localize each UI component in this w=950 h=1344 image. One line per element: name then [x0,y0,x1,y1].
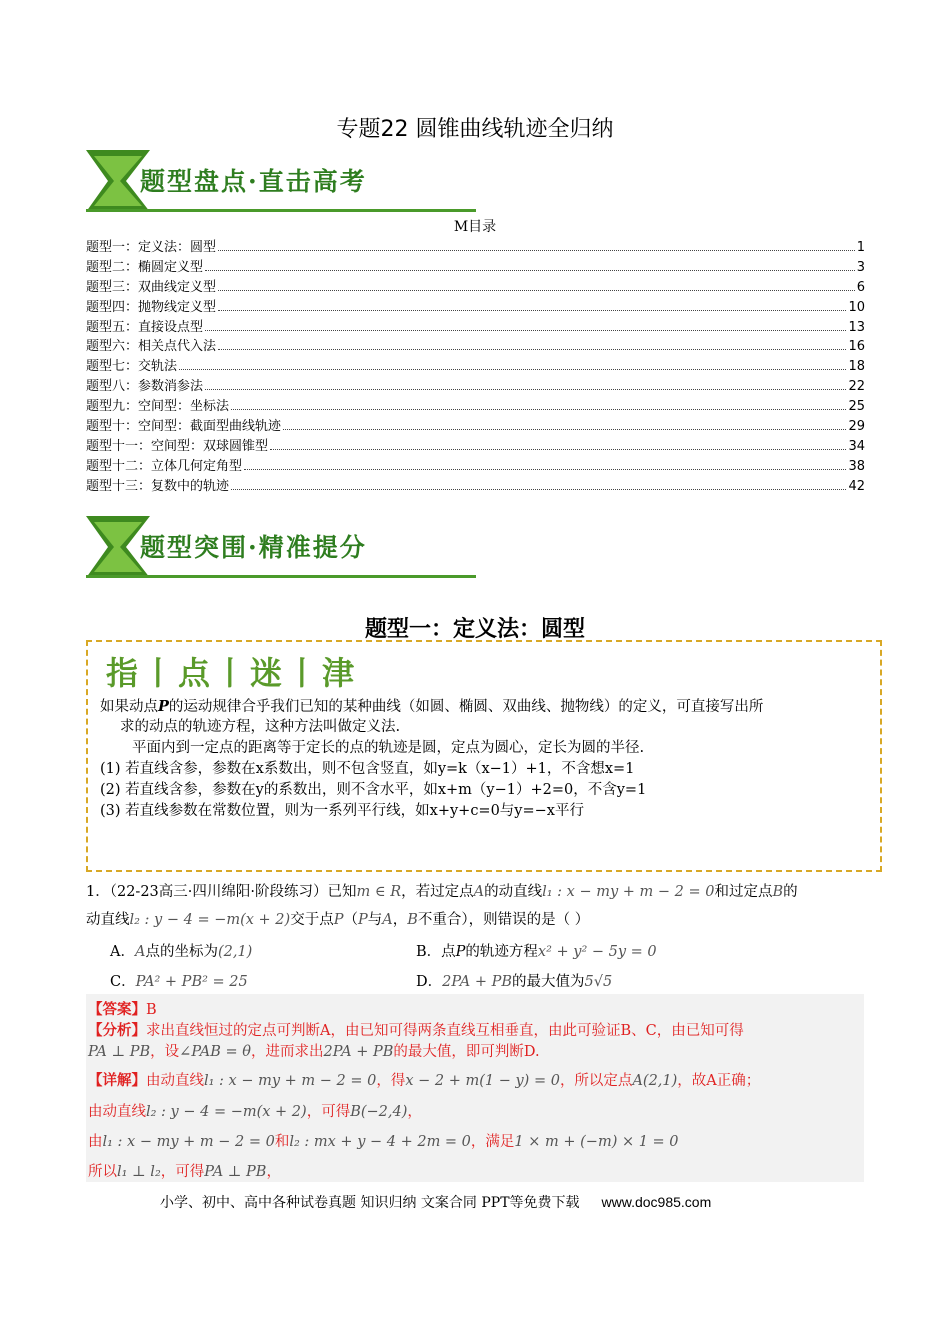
toc-entry-label: 题型五：直接设点型 [86,319,204,335]
option-d: D．2PA + PB的最大值为5√5 [416,974,613,990]
solution-line-3: 由l₁ : x − my + m − 2 = 0和l₂ : mx + y − 4 + 2m = 0，满足1 × m + (−m) × 1 = 0 [88,1134,679,1150]
toc-entry-page: 10 [848,299,865,315]
toc-entry-label: 题型三：双曲线定义型 [86,279,217,295]
toc-entry-page: 6 [856,279,865,295]
toc-entry-page: 3 [856,259,865,275]
banner-title: 题型突围·精准提分 [140,533,367,562]
tip-paragraph-3: 平面内到一定点的距离等于定长的点的轨迹是圆，定点为圆心，定长为圆的半径. [132,740,645,756]
page-footer [160,1192,711,1212]
toc-leader-dots [231,489,846,490]
toc-entry-page: 1 [856,240,865,255]
toc-entry-label: 题型十三：复数中的轨迹 [86,478,230,494]
analysis-line-2: PA ⊥ PB，设∠PAB = θ，进而求出2PA + PB的最大值，即可判断D. [88,1044,540,1060]
footer-text: 小学、初中、高中各种试卷真题 知识归纳 文案合同 PPT等免费下载 [160,1195,580,1211]
toc-heading: M目录 [453,219,497,235]
toc-entry-page: 38 [848,458,865,474]
toc-entry-label: 题型二：椭圆定义型 [86,259,204,275]
answer-line: 【答案】B [88,1001,157,1018]
table-of-contents [86,236,865,495]
toc-entry-page: 34 [848,438,865,454]
toc-entry[interactable] [86,236,865,256]
toc-leader-dots [205,270,855,271]
toc-entry-page: 25 [848,399,865,415]
toc-entry[interactable] [86,355,865,375]
toc-leader-dots [244,469,846,470]
toc-entry[interactable] [86,276,865,296]
toc-entry-label: 题型四：抛物线定义型 [86,299,217,315]
footer-url[interactable]: www.doc985.com [601,1194,712,1210]
question-stem-line-1: 1．（22-23高三·四川绵阳·阶段练习）已知m ∈ R，若过定点A的动直线l₁ : x − my + m − 2 = 0和过定点B的 [86,884,798,900]
tip-paragraph-2: 求的动点的轨迹方程，这种方法叫做定义法. [120,719,401,735]
toc-entry-page: 16 [848,339,865,355]
toc-leader-dots [270,449,846,450]
toc-entry-page: 22 [848,379,865,395]
banner-type-overview [86,150,476,216]
tip-title: 指丨点丨迷丨津 [106,654,359,692]
toc-entry[interactable] [86,316,865,336]
option-a: A．A点的坐标为(2,1) [110,944,253,960]
toc-entry-label: 题型十一：空间型：双球圆锥型 [86,438,269,454]
toc-entry[interactable] [86,455,865,475]
question-stem-line-2: 动直线l₂ : y − 4 = −m(x + 2)交于点P（P与A，B不重合），则错误的是（ ） [86,912,590,928]
toc-entry[interactable] [86,256,865,276]
banner-title: 题型盘点·直击高考 [140,167,367,196]
solution-line-2: 由动直线l₂ : y − 4 = −m(x + 2)，可得B(−2,4)， [88,1104,422,1120]
section-title: 题型一：定义法：圆型 [364,617,585,642]
toc-entry[interactable] [86,335,865,355]
toc-entry[interactable] [86,296,865,316]
solution-line-1: 【详解】由动直线l₁ : x − my + m − 2 = 0，得x − 2 + m(1 − y) = 0，所以定点A(2,1)，故A正确； [88,1072,761,1089]
toc-entry[interactable] [86,395,865,415]
toc-leader-dots [231,409,846,410]
toc-entry-label: 题型八：参数消参法 [86,379,204,395]
toc-leader-dots [218,310,846,311]
toc-leader-dots [205,330,846,331]
solution-line-4: 所以l₁ ⊥ l₂，可得PA ⊥ PB， [88,1164,281,1180]
toc-entry-label: 题型九：空间型：坐标法 [86,399,230,415]
tip-rule-1: (1) 若直线含参，参数在x系数出，则不包含竖直，如y=k（x−1）+1，不含想x=1 [100,761,635,777]
toc-entry-page: 42 [848,478,865,494]
tip-box [86,640,882,872]
tip-paragraph-1: 如果动点P的运动规律合乎我们已知的某种曲线（如圆、椭圆、双曲线、抛物线）的定义，可直接写出所 [100,698,764,715]
toc-entry[interactable] [86,415,865,435]
toc-entry[interactable] [86,375,865,395]
tip-rule-2: (2) 若直线含参，参数在y的系数出，则不含水平，如x+m（y−1）+2=0，不含y=1 [100,782,647,798]
toc-leader-dots [218,290,855,291]
toc-entry-label: 题型十：空间型：截面型曲线轨迹 [86,419,282,435]
toc-entry-label: 题型六：相关点代入法 [86,339,217,355]
toc-entry-page: 29 [848,419,865,435]
toc-leader-dots [283,429,846,430]
toc-entry-page: 18 [848,359,865,375]
banner-underline [86,209,476,212]
tip-rule-3: (3) 若直线参数在常数位置，则为一系列平行线，如x+y+c=0与y=−x平行 [100,803,584,819]
toc-leader-dots [179,369,846,370]
option-b: B．点P的轨迹方程x² + y² − 5y = 0 [416,944,657,960]
banner-underline [86,575,476,578]
option-c: C．PA² + PB² = 25 [110,974,248,990]
toc-entry-label: 题型七：交轨法 [86,359,178,375]
toc-entry-page: 13 [848,319,865,335]
toc-entry[interactable] [86,435,865,455]
toc-entry-label: 题型一：定义法：圆型 [86,240,217,255]
toc-entry[interactable] [86,475,865,495]
document-title: 专题22 圆锥曲线轨迹全归纳 [336,117,614,142]
toc-leader-dots [218,349,846,350]
toc-entry-label: 题型十二：立体几何定角型 [86,458,243,474]
toc-leader-dots [218,250,855,251]
analysis-line-1: 【分析】求出直线恒过的定点可判断A，由已知可得两条直线互相垂直，由此可验证B、C，由已知可得 [88,1022,744,1039]
toc-leader-dots [205,389,846,390]
banner-breakthrough [86,516,476,582]
